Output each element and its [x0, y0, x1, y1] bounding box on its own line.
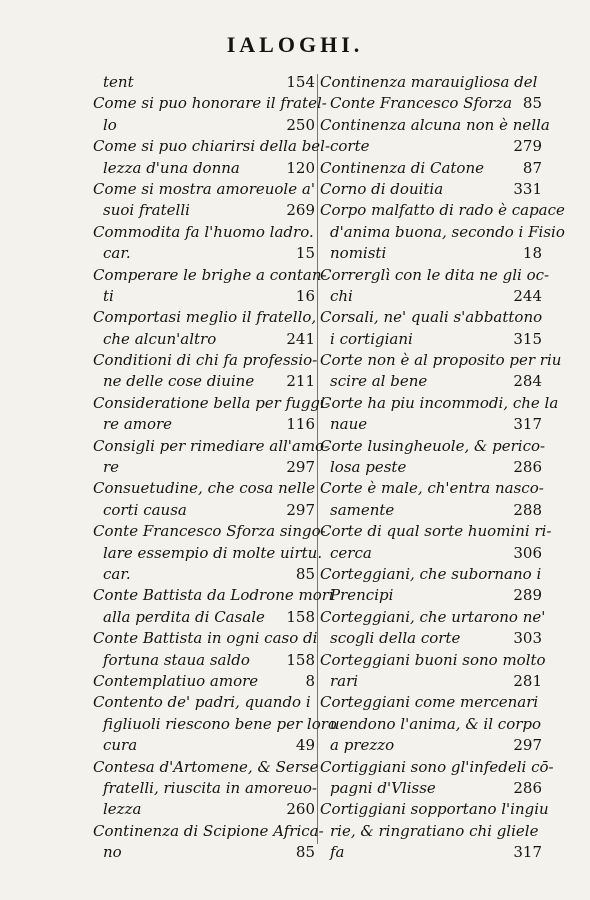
- index-entry: [320, 671, 542, 692]
- index-entry-page-number: 211: [286, 372, 315, 391]
- index-entry-text: Conte Francesco Sforza singo-: [93, 522, 326, 541]
- index-entry-page-number: 289: [513, 586, 542, 605]
- index-entry-text: Corte ha piu incommodi, che la: [320, 393, 559, 412]
- index-entry: [320, 329, 542, 350]
- index-entry: [93, 821, 324, 842]
- index-entry: [93, 115, 315, 136]
- index-entry-text: Corteggiani come mercenari: [320, 693, 539, 712]
- index-entry-text: Contemplatiuo amore: [93, 671, 259, 690]
- index-entry: [320, 543, 542, 564]
- index-entry: [93, 414, 315, 435]
- index-entry: [320, 393, 559, 414]
- index-entry-text: Consideratione bella per fuggi-: [93, 393, 330, 412]
- index-entry-text: suoi fratelli: [103, 201, 190, 220]
- index-entry-page-number: 284: [513, 372, 542, 391]
- index-entry-page-number: 85: [522, 94, 542, 113]
- index-entry: [320, 115, 550, 136]
- index-entry-text: Corte di qual sorte huomini ri-: [320, 522, 552, 541]
- index-entry-text: fratelli, riuscita in amoreuo-: [103, 778, 317, 797]
- index-entry: [320, 436, 546, 457]
- index-entry-text: naue: [330, 415, 368, 434]
- index-entry-text: Come si puo chiarirsi della bel-: [93, 137, 331, 156]
- index-entry-page-number: 331: [513, 179, 542, 198]
- index-entry: [93, 543, 323, 564]
- index-entry-text: car.: [103, 564, 131, 583]
- page-title: IALOGHI.: [226, 32, 364, 57]
- index-entry-text: Conte Francesco Sforza: [330, 94, 513, 113]
- index-entry-text: lezza d'una donna: [103, 158, 240, 177]
- index-entry: [320, 307, 542, 328]
- index-entry-page-number: 16: [295, 286, 315, 305]
- index-entry-text: Continenza alcuna non è nella: [320, 115, 550, 134]
- index-entry-page-number: 260: [286, 800, 315, 819]
- index-entry: [93, 286, 315, 307]
- index-entry-page-number: 158: [286, 607, 315, 626]
- index-entry: [320, 799, 549, 820]
- index-entry-text: Come si mostra amoreuole a': [93, 179, 315, 198]
- index-entry-text: Comportasi meglio il fratello,: [93, 308, 317, 327]
- index-entry: [320, 350, 562, 371]
- index-entry: [320, 650, 546, 671]
- index-entry: [93, 371, 315, 392]
- index-entry-text: pagni d'Vlisse: [330, 778, 436, 797]
- index-entry-text: Corte non è al proposito per riu: [320, 351, 562, 370]
- index-entry: [320, 265, 550, 286]
- index-entry: [320, 72, 542, 93]
- index-entry-text: Comperare le brighe a contan-: [93, 265, 327, 284]
- index-entry-page-number: 8: [305, 671, 315, 690]
- index-entry: [93, 671, 315, 692]
- index-entry-text: che alcun'altro: [103, 329, 217, 348]
- index-entry: [93, 585, 334, 606]
- index-entry: [320, 136, 542, 157]
- index-entry-text: cerca: [330, 543, 372, 562]
- index-entry-text: Contento de' padri, quando i: [93, 693, 311, 712]
- index-entry-text: Correrglì con le dita ne gli oc-: [320, 265, 550, 284]
- index-entry: [320, 714, 542, 735]
- index-entry: [320, 757, 554, 778]
- index-entry: [320, 842, 542, 863]
- index-entry: [93, 564, 315, 585]
- index-entry-text: lare essempio di molte uirtu.: [103, 543, 323, 562]
- index-entry-page-number: 279: [513, 137, 542, 156]
- index-entry: [320, 735, 542, 756]
- index-entry: [93, 778, 315, 799]
- index-entry: [320, 585, 542, 606]
- index-entry-text: lo: [103, 115, 117, 134]
- index-entry-text: nomisti: [330, 244, 387, 263]
- index-entry-text: Conditioni di chi fa professio-: [93, 351, 318, 370]
- index-entry-page-number: 85: [295, 564, 315, 583]
- index-entry-page-number: 303: [513, 629, 542, 648]
- index-entry-text: no: [103, 843, 122, 862]
- index-entry-text: corte: [330, 137, 370, 156]
- index-entry-page-number: 317: [513, 415, 542, 434]
- index-entry-text: Corte è male, ch'entra nasco-: [320, 479, 544, 498]
- index-entry-page-number: 288: [513, 500, 542, 519]
- index-column-left: [93, 72, 337, 863]
- index-entry-text: i cortigiani: [330, 329, 413, 348]
- index-entry-page-number: 306: [513, 543, 542, 562]
- index-entry-page-number: 297: [513, 736, 542, 755]
- index-entry-page-number: 15: [295, 244, 315, 263]
- index-entry: [320, 93, 542, 114]
- index-entry-page-number: 49: [295, 736, 315, 755]
- index-entry-page-number: 85: [295, 843, 315, 862]
- index-entry-text: losa peste: [330, 458, 407, 477]
- index-entry: [320, 286, 542, 307]
- index-entry: [320, 222, 565, 243]
- index-entry: [320, 457, 542, 478]
- index-entry-page-number: 18: [522, 244, 542, 263]
- index-entry: [93, 735, 315, 756]
- index-column-right: [320, 72, 565, 863]
- index-entry: [93, 243, 315, 264]
- index-entry: [93, 93, 327, 114]
- index-entry: [93, 842, 315, 863]
- index-entry: [320, 414, 542, 435]
- index-entry: [93, 521, 326, 542]
- index-entry: [320, 692, 542, 713]
- index-entry-text: alla perdita di Casale: [103, 607, 265, 626]
- index-entry: [93, 799, 315, 820]
- index-entry: [93, 200, 315, 221]
- index-entry: [93, 393, 330, 414]
- index-entry-text: rie, & ringratiano chi gliele: [330, 821, 539, 840]
- index-entry-page-number: 120: [286, 158, 315, 177]
- index-entry-text: fortuna staua saldo: [103, 650, 250, 669]
- index-entry-page-number: 154: [286, 73, 315, 91]
- index-entry: [93, 692, 315, 713]
- index-entry-text: Continenza di Catone: [320, 158, 484, 177]
- index-entry-text: cura: [103, 736, 138, 755]
- index-entry-page-number: 315: [513, 329, 542, 348]
- index-entry-text: car.: [103, 244, 131, 263]
- index-entry-text: scogli della corte: [330, 629, 461, 648]
- index-entry: [93, 757, 319, 778]
- index-entry-page-number: 158: [286, 650, 315, 669]
- index-entry-text: Continenza marauigliosa del: [320, 73, 538, 91]
- index-entry: [320, 200, 565, 221]
- index-entry-text: Corte lusingheuole, & perico-: [320, 436, 546, 455]
- index-entry-text: Corsali, ne' quali s'abbattono: [320, 308, 543, 327]
- index-entry-text: Corteggiani buoni sono molto: [320, 650, 546, 669]
- index-entry: [320, 521, 552, 542]
- index-entry-text: uendono l'anima, & il corpo: [330, 714, 542, 733]
- index-entry: [93, 265, 327, 286]
- index-entry: [93, 628, 318, 649]
- index-entry-text: samente: [330, 500, 395, 519]
- index-entry-text: lezza: [103, 800, 142, 819]
- index-entry: [93, 307, 315, 328]
- index-entry: [93, 329, 315, 350]
- index-entry-text: Corteggiani, che urtarono ne': [320, 607, 546, 626]
- index-entry: [93, 650, 315, 671]
- index-entry: [93, 136, 331, 157]
- index-entry: [93, 457, 315, 478]
- index-entry-page-number: 297: [286, 500, 315, 519]
- index-entry: [320, 778, 542, 799]
- index-entry-text: re: [103, 458, 120, 477]
- index-entry: [93, 714, 337, 735]
- index-entry-text: corti causa: [103, 500, 187, 519]
- index-entry-text: Cortiggiani sopportano l'ingiu: [320, 800, 549, 819]
- index-entry-text: scire al bene: [330, 372, 428, 391]
- index-entry: [320, 628, 542, 649]
- index-entry-page-number: 281: [513, 671, 542, 690]
- index-entry-text: rari: [330, 671, 359, 690]
- index-entry-page-number: 244: [513, 286, 542, 305]
- index-entry: [93, 222, 315, 243]
- index-entry-text: Corteggiani, che subornano i: [320, 564, 542, 583]
- index-entry-text: chi: [330, 286, 353, 305]
- index-entry: [93, 500, 315, 521]
- index-entry-page-number: 269: [286, 201, 315, 220]
- index-entry-text: Continenza di Scipione Africa-: [93, 821, 324, 840]
- index-entry: [320, 500, 542, 521]
- index-entry-text: Conte Battista da Lodrone mori: [93, 586, 334, 605]
- index-entry: [93, 72, 315, 93]
- index-entry-text: Consuetudine, che cosa nelle: [93, 479, 316, 498]
- index-entry: [320, 564, 542, 585]
- index-entry-text: Corpo malfatto di rado è capace: [320, 201, 565, 220]
- index-entry-text: Cortiggiani sono gl'infedeli cō-: [320, 757, 554, 776]
- index-entry: [320, 478, 542, 499]
- index-entry: [93, 158, 315, 179]
- index-entry-page-number: 317: [513, 843, 542, 862]
- index-entry: [93, 478, 315, 499]
- index-entry-text: ne delle cose diuine: [103, 372, 255, 391]
- index-entry-page-number: 286: [513, 778, 542, 797]
- index-entry: [320, 243, 542, 264]
- index-entry: [93, 436, 330, 457]
- index-entry-text: Commodita fa l'huomo ladro.: [93, 222, 314, 241]
- index-entry: [93, 607, 315, 628]
- index-entry: [320, 371, 542, 392]
- index-entry: [320, 158, 542, 179]
- index-entry-text: re amore: [103, 415, 173, 434]
- index-entry-text: d'anima buona, secondo i Fisio: [330, 222, 565, 241]
- index-entry-page-number: 241: [286, 329, 315, 348]
- index-entry-text: Come si puo honorare il fratel-: [93, 94, 327, 113]
- index-entry: [320, 607, 546, 628]
- index-entry-text: figliuoli riescono bene per loro: [103, 714, 337, 733]
- index-entry-page-number: 87: [522, 158, 542, 177]
- index-entry-page-number: 286: [513, 458, 542, 477]
- index-entry-text: Contesa d'Artomene, & Serse: [93, 757, 319, 776]
- index-entry-text: tent: [103, 73, 134, 91]
- index-entry: [93, 350, 318, 371]
- index-entry-page-number: 250: [286, 115, 315, 134]
- index-entry-text: Conte Battista in ogni caso di: [93, 629, 318, 648]
- index-entry-text: fa: [330, 843, 345, 862]
- index-entry-page-number: 297: [286, 458, 315, 477]
- index-entry: [93, 179, 315, 200]
- index-entry-text: Corno di douitia: [320, 179, 444, 198]
- index-entry-text: Consigli per rimediare all'amo-: [93, 436, 330, 455]
- index-entry-text: ti: [103, 286, 114, 305]
- index-entry-text: a prezzo: [330, 736, 395, 755]
- index-entry: [320, 179, 542, 200]
- index-entry-text: Prencipi: [330, 586, 394, 605]
- index-entry-page-number: 116: [286, 415, 315, 434]
- index-entry: [320, 821, 542, 842]
